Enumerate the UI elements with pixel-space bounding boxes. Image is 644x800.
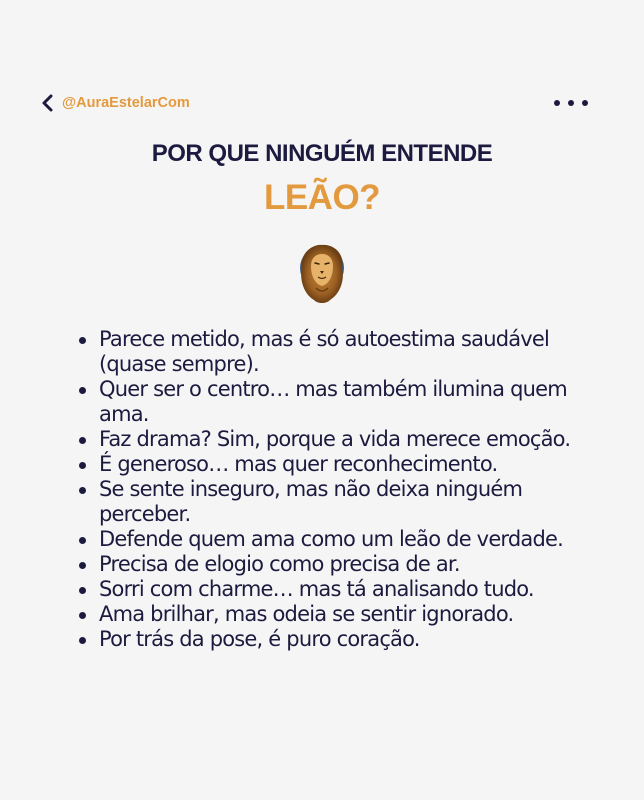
- menu-dot: [568, 100, 574, 106]
- top-bar: [40, 90, 588, 116]
- list-item: Ama brilhar, mas odeia se sentir ignorado.: [76, 602, 616, 627]
- menu-dot: [554, 100, 560, 106]
- list-item: É generoso… mas quer reconhecimento.: [76, 452, 616, 477]
- chevron-left-icon[interactable]: [40, 93, 56, 113]
- list-item: Se sente inseguro, mas não deixa ninguém perceber.: [76, 477, 616, 527]
- menu-dot: [582, 100, 588, 106]
- page-title: POR QUE NINGUÉM ENTENDE: [151, 140, 493, 167]
- list-item: Por trás da pose, é puro coração.: [76, 627, 616, 652]
- more-horizontal-icon[interactable]: [554, 100, 588, 106]
- list-item: Defende quem ama como um leão de verdade.: [76, 527, 616, 552]
- list-item: Sorri com charme… mas tá analisando tudo.: [76, 577, 616, 602]
- lion-icon: [296, 240, 348, 306]
- page-title-sign: LEÃO?: [263, 178, 381, 217]
- profile-handle[interactable]: @AuraEstelarCom: [62, 95, 190, 111]
- list-item: Faz drama? Sim, porque a vida merece emoção.: [76, 427, 616, 452]
- list-item: Parece metido, mas é só autoestima saudável (quase sempre).: [76, 327, 616, 377]
- traits-list: [76, 327, 616, 652]
- list-item: Precisa de elogio como precisa de ar.: [76, 552, 616, 577]
- profile-handle-link[interactable]: [40, 93, 190, 113]
- list-item: Quer ser o centro… mas também ilumina quem ama.: [76, 377, 616, 427]
